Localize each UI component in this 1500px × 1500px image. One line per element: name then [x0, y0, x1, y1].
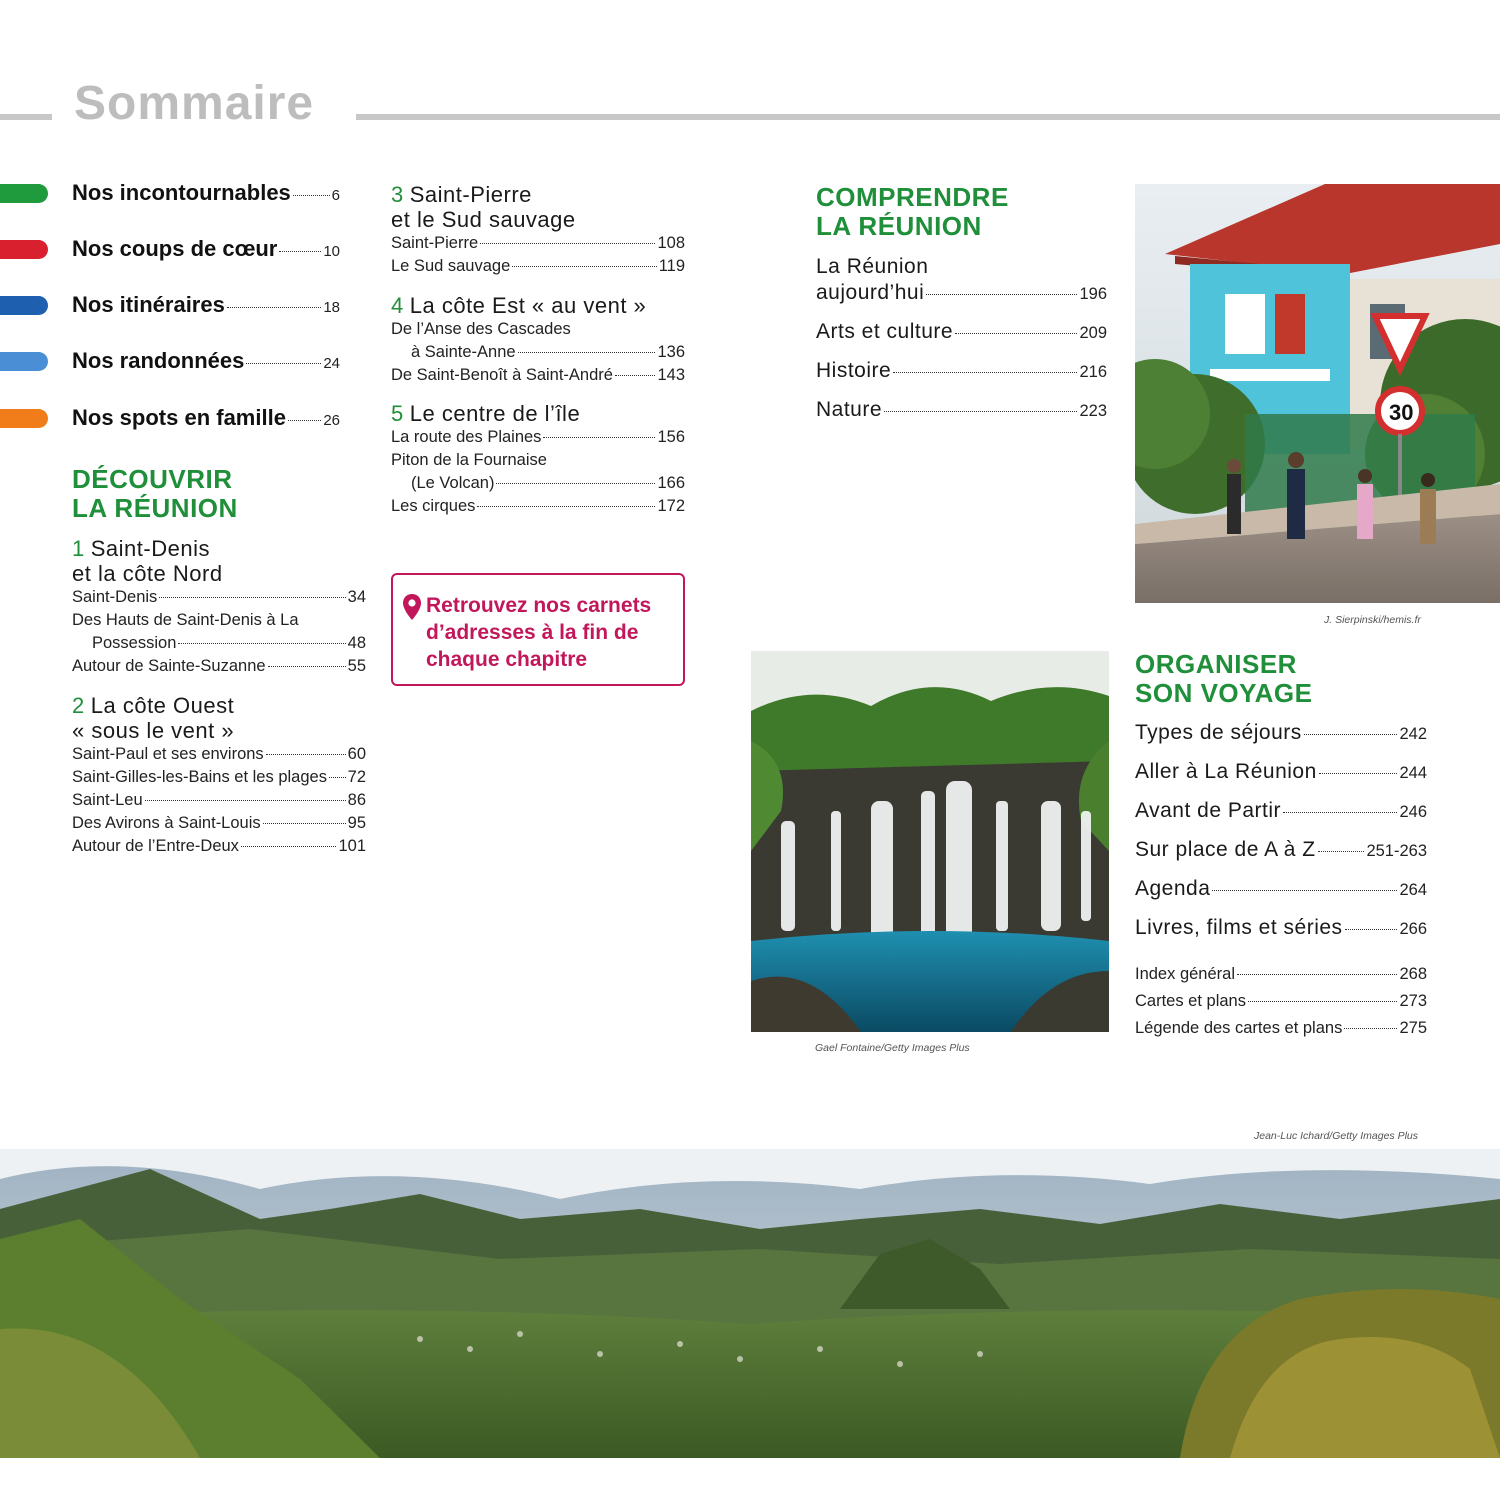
organiser-list	[1135, 720, 1427, 942]
chapter-number: 1	[72, 536, 85, 561]
highlight-itineraires[interactable]	[0, 292, 340, 322]
chapter-title[interactable]	[391, 182, 685, 207]
entry-page: 143	[657, 366, 685, 384]
entry-label[interactable]: De l’Anse des Cascades	[391, 320, 571, 338]
heading-line: SON VOYAGE	[1135, 678, 1313, 708]
leader-dots	[279, 251, 321, 252]
leader-dots	[615, 375, 656, 376]
highlight-page: 26	[323, 412, 340, 429]
chapter-title-line: Le centre de l’île	[409, 401, 581, 426]
house-street-photo	[1135, 184, 1500, 603]
leader-dots	[518, 352, 656, 353]
highlight-page: 10	[323, 243, 340, 260]
entry-label[interactable]: Des Hauts de Saint-Denis à La	[72, 611, 299, 629]
entry-label: Les cirques	[391, 497, 476, 515]
entry-page: 156	[657, 428, 685, 446]
toc-entry[interactable]	[1135, 961, 1427, 988]
leader-dots	[1283, 812, 1397, 813]
entry-label: Autour de Sainte-Suzanne	[72, 657, 266, 675]
entry-page: 72	[347, 768, 366, 786]
toc-entry[interactable]	[391, 232, 685, 255]
highlight-label: Nos itinéraires	[72, 292, 225, 317]
toc-entry[interactable]	[816, 319, 1107, 346]
leader-dots	[1212, 890, 1397, 891]
orange-tab-marker	[0, 409, 48, 428]
heading-line: ORGANISER	[1135, 649, 1297, 679]
toc-entry[interactable]	[391, 472, 685, 495]
callout-text: Retrouvez nos carnets d’adresses à la fin de chaque chapitre	[426, 594, 652, 671]
chapter-2	[72, 693, 366, 858]
toc-entry[interactable]	[1135, 1015, 1427, 1042]
toc-entry[interactable]	[1135, 915, 1427, 942]
entry-page: 266	[1399, 920, 1427, 938]
chapter-1	[72, 536, 366, 678]
entry-label: Des Avirons à Saint-Louis	[72, 814, 261, 832]
highlight-page: 6	[331, 187, 340, 204]
leader-dots	[1319, 773, 1398, 774]
chapter-number: 2	[72, 693, 85, 718]
map-pin-icon	[401, 593, 423, 621]
highlight-label: Nos coups de cœur	[72, 236, 278, 261]
photo-credit-panorama: Jean-Luc Ichard/Getty Images Plus	[1254, 1130, 1418, 1142]
leader-dots	[246, 363, 321, 364]
entry-page: 216	[1079, 363, 1107, 381]
entry-label: Saint-Gilles-les-Bains et les plages	[72, 768, 327, 786]
toc-entry[interactable]	[72, 835, 366, 858]
entry-label: Saint-Leu	[72, 791, 143, 809]
title-rule-left	[0, 114, 52, 120]
leader-dots	[1318, 851, 1365, 852]
highlight-label: Nos spots en famille	[72, 405, 286, 430]
light-blue-tab-marker	[0, 352, 48, 371]
toc-entry[interactable]	[816, 397, 1107, 424]
leader-dots	[159, 597, 345, 598]
chapter-title[interactable]	[391, 401, 685, 426]
highlight-page: 24	[323, 355, 340, 372]
chapter-5	[391, 401, 685, 518]
heading-line: DÉCOUVRIR	[72, 464, 233, 494]
entry-label: Index général	[1135, 965, 1235, 983]
highlight-page: 18	[323, 299, 340, 316]
toc-entry[interactable]	[72, 586, 366, 609]
toc-entry[interactable]	[1135, 988, 1427, 1015]
entry-page: 273	[1399, 992, 1427, 1010]
leader-dots	[227, 307, 321, 308]
chapter-title-line: et la côte Nord	[72, 561, 223, 586]
index-list	[1135, 961, 1427, 1042]
chapter-3	[391, 182, 685, 278]
heading-line: COMPRENDRE	[816, 182, 1009, 212]
leader-dots	[512, 266, 656, 267]
chapter-title-line: et le Sud sauvage	[391, 207, 576, 232]
chapter-title-line: La côte Est « au vent »	[409, 293, 647, 318]
toc-entry[interactable]	[816, 358, 1107, 385]
photo-credit-house: J. Sierpinski/hemis.fr	[1324, 614, 1421, 626]
highlight-coups-de-coeur[interactable]	[0, 236, 340, 266]
entry-page: 275	[1399, 1019, 1427, 1037]
title-rule-right	[356, 114, 1500, 120]
highlight-spots-famille[interactable]	[0, 405, 340, 435]
toc-entry[interactable]	[1135, 720, 1427, 747]
heading-line: LA RÉUNION	[72, 493, 238, 523]
chapter-title[interactable]	[391, 293, 685, 318]
leader-dots	[477, 506, 655, 507]
entry-page: 60	[347, 745, 366, 763]
toc-entry[interactable]	[391, 255, 685, 278]
toc-entry[interactable]	[391, 364, 685, 387]
highlight-randonnees[interactable]	[0, 348, 340, 378]
chapter-number: 3	[391, 182, 404, 207]
entry-page: 244	[1399, 764, 1427, 782]
entry-page: 246	[1399, 803, 1427, 821]
entry-label: (Le Volcan)	[411, 474, 495, 492]
leader-dots	[1237, 974, 1397, 975]
leader-dots	[1248, 1001, 1397, 1002]
entry-label: Autour de l’Entre-Deux	[72, 837, 239, 855]
toc-entry[interactable]	[72, 812, 366, 835]
dark-blue-tab-marker	[0, 296, 48, 315]
chapter-number: 5	[391, 401, 404, 426]
entry-page: 268	[1399, 965, 1427, 983]
entry-page: 264	[1399, 881, 1427, 899]
entry-label: Arts et culture	[816, 320, 954, 343]
entry-label: Cartes et plans	[1135, 992, 1246, 1010]
section-heading-decouvrir	[72, 465, 238, 523]
toc-entry[interactable]	[1135, 876, 1427, 903]
chapter-title-line: Saint-Denis	[90, 536, 210, 561]
waterfall-photo	[751, 651, 1109, 1032]
address-callout-box	[391, 573, 685, 686]
page-title: Sommaire	[74, 77, 315, 130]
highlight-label: Nos randonnées	[72, 348, 245, 373]
leader-dots	[496, 483, 655, 484]
photo-credit-waterfall: Gael Fontaine/Getty Images Plus	[815, 1042, 970, 1054]
entry-label[interactable]: La Réunion	[816, 255, 929, 278]
green-tab-marker	[0, 184, 48, 203]
entry-page: 48	[347, 634, 366, 652]
entry-label: à Sainte-Anne	[411, 343, 516, 361]
svg-text:30: 30	[1389, 400, 1414, 425]
leader-dots	[178, 643, 345, 644]
chapter-title-line: La côte Ouest	[90, 693, 235, 718]
toc-entry[interactable]	[72, 789, 366, 812]
entry-page: 136	[657, 343, 685, 361]
entry-label: aujourd’hui	[816, 281, 925, 304]
toc-entry[interactable]	[1135, 798, 1427, 825]
leader-dots	[266, 754, 346, 755]
entry-label: Saint-Pierre	[391, 234, 479, 252]
entry-page: 119	[658, 257, 685, 275]
section-heading-comprendre	[816, 183, 1009, 241]
entry-label: Possession	[92, 634, 177, 652]
entry-label: La route des Plaines	[391, 428, 542, 446]
leader-dots	[926, 294, 1077, 295]
chapter-title[interactable]	[72, 693, 366, 718]
leader-dots	[263, 823, 346, 824]
toc-entry[interactable]	[391, 495, 685, 518]
toc-entry[interactable]	[72, 766, 366, 789]
leader-dots	[1304, 734, 1398, 735]
chapter-title[interactable]	[72, 536, 366, 561]
highlight-incontournables[interactable]	[0, 180, 340, 210]
toc-entry[interactable]	[391, 426, 685, 449]
leader-dots	[268, 666, 346, 667]
toc-entry[interactable]	[1135, 759, 1427, 786]
entry-label: Types de séjours	[1135, 721, 1302, 744]
entry-page: 223	[1079, 402, 1107, 420]
mountain-panorama-photo	[0, 1149, 1500, 1458]
entry-label: Aller à La Réunion	[1135, 760, 1317, 783]
leader-dots	[543, 437, 655, 438]
leader-dots	[884, 411, 1077, 412]
leader-dots	[1344, 1028, 1397, 1029]
chapter-title-line: « sous le vent »	[72, 718, 235, 743]
heading-line: LA RÉUNION	[816, 211, 982, 241]
highlight-label: Nos incontournables	[72, 180, 291, 205]
leader-dots	[145, 800, 346, 801]
entry-label: Légende des cartes et plans	[1135, 1019, 1343, 1037]
entry-page: 101	[338, 837, 366, 855]
entry-label[interactable]: Piton de la Fournaise	[391, 451, 547, 469]
leader-dots	[241, 846, 337, 847]
chapter-title-line: Saint-Pierre	[409, 182, 532, 207]
entry-page: 95	[347, 814, 366, 832]
leader-dots	[329, 777, 346, 778]
leader-dots	[288, 420, 321, 421]
leader-dots	[293, 195, 330, 196]
entry-label: De Saint-Benoît à Saint-André	[391, 366, 613, 384]
toc-entry[interactable]	[72, 655, 366, 678]
red-tab-marker	[0, 240, 48, 259]
entry-page: 34	[347, 588, 366, 606]
leader-dots	[893, 372, 1077, 373]
entry-label: Livres, films et séries	[1135, 916, 1343, 939]
toc-entry[interactable]	[391, 341, 685, 364]
entry-label: Agenda	[1135, 877, 1211, 900]
entry-page: 55	[347, 657, 366, 675]
entry-page: 166	[657, 474, 685, 492]
entry-page: 108	[657, 234, 685, 252]
entry-label: Nature	[816, 398, 883, 421]
entry-page: 196	[1079, 285, 1107, 303]
entry-label: Sur place de A à Z	[1135, 838, 1316, 861]
chapter-number: 4	[391, 293, 404, 318]
entry-label: Avant de Partir	[1135, 799, 1282, 822]
toc-entry[interactable]	[72, 632, 366, 655]
toc-entry[interactable]	[72, 743, 366, 766]
entry-page: 242	[1399, 725, 1427, 743]
toc-entry[interactable]	[816, 280, 1107, 307]
leader-dots	[480, 243, 655, 244]
chapter-4	[391, 293, 685, 387]
entry-label: Saint-Denis	[72, 588, 158, 606]
leader-dots	[1345, 929, 1398, 930]
entry-page: 86	[347, 791, 366, 809]
entry-page: 172	[657, 497, 685, 515]
comprendre-list	[816, 254, 1107, 424]
entry-label: Saint-Paul et ses environs	[72, 745, 264, 763]
toc-entry[interactable]	[1135, 837, 1427, 864]
entry-label: Le Sud sauvage	[391, 257, 511, 275]
section-heading-organiser	[1135, 650, 1312, 708]
entry-page: 251-263	[1366, 842, 1427, 860]
entry-label: Histoire	[816, 359, 892, 382]
leader-dots	[955, 333, 1077, 334]
entry-page: 209	[1079, 324, 1107, 342]
